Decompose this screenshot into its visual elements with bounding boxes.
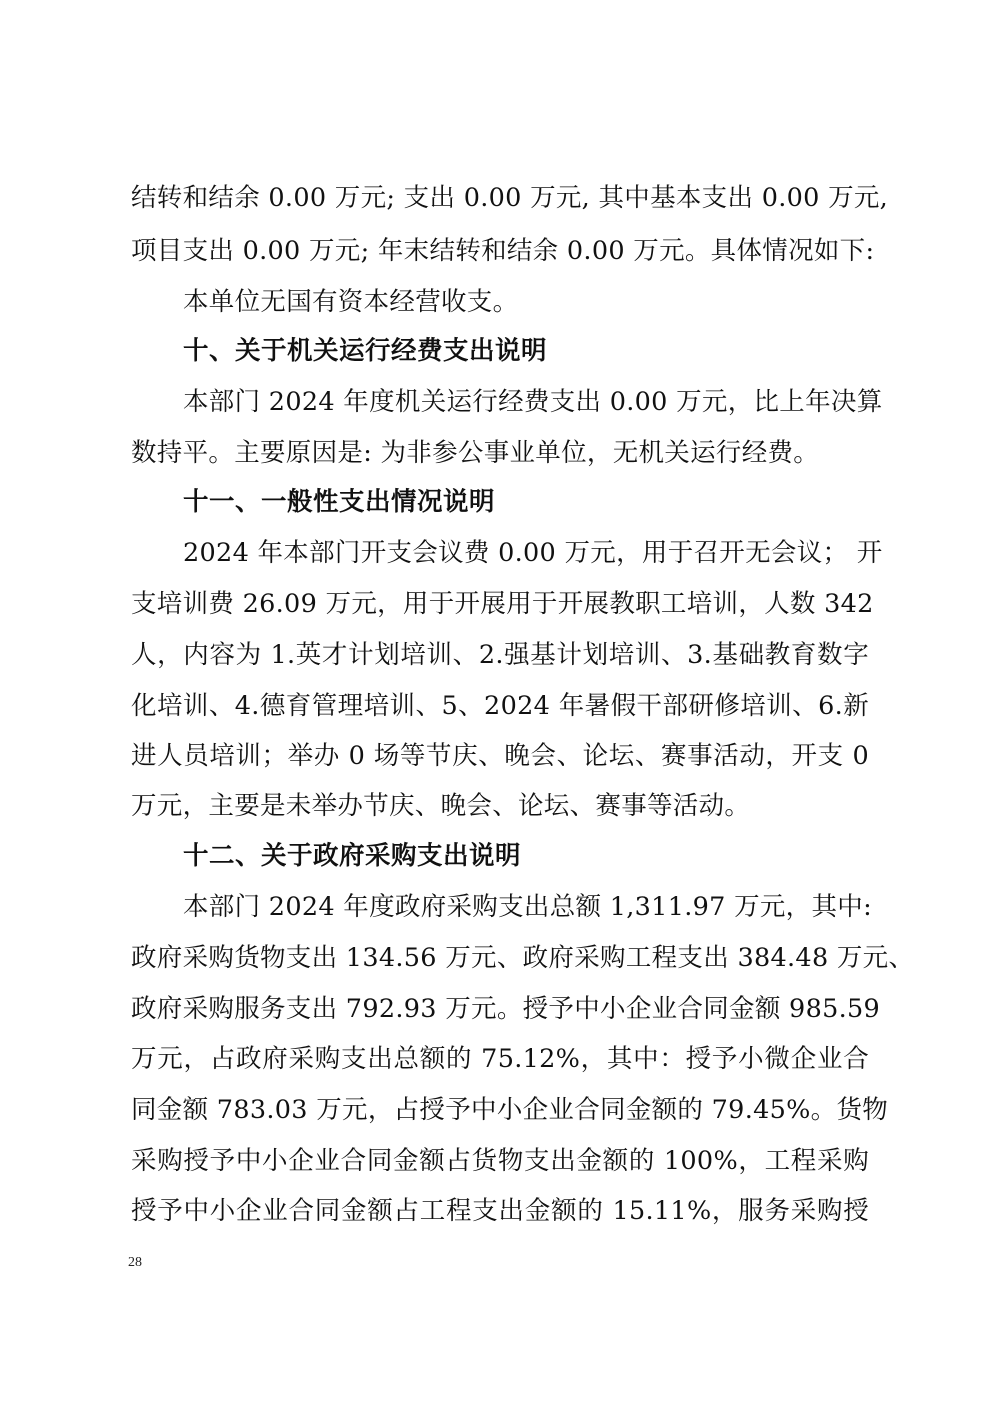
body-text-line: 采购授予中小企业合同金额占货物支出金额的 100%，工程采购 xyxy=(131,1146,869,1176)
section-heading-12: 十二、关于政府采购支出说明 xyxy=(183,841,522,871)
body-text-line: 化培训、4.德育管理培训、5、2024 年暑假干部研修培训、6.新 xyxy=(131,691,869,721)
body-text-line: 进人员培训；举办 0 场等节庆、晚会、论坛、赛事活动，开支 0 xyxy=(131,741,869,771)
body-text-line: 2024 年本部门开支会议费 0.00 万元，用于召开无会议； 开 xyxy=(183,538,883,568)
body-text-line: 政府采购服务支出 792.93 万元。授予中小企业合同金额 985.59 xyxy=(131,994,881,1024)
body-text-line: 万元，占政府采购支出总额的 75.12%，其中：授予小微企业合 xyxy=(131,1044,869,1074)
section-heading-11: 十一、一般性支出情况说明 xyxy=(183,487,496,517)
page-number: 28 xyxy=(128,1255,142,1270)
body-text-line: 万元，主要是未举办节庆、晚会、论坛、赛事等活动。 xyxy=(131,791,751,821)
body-text-line: 本部门 2024 年度政府采购支出总额 1,311.97 万元，其中: xyxy=(183,892,872,922)
body-text-line: 本部门 2024 年度机关运行经费支出 0.00 万元，比上年决算 xyxy=(183,387,883,417)
body-text-line: 项目支出 0.00 万元; 年末结转和结余 0.00 万元。具体情况如下: xyxy=(131,236,875,266)
body-text-line: 结转和结余 0.00 万元; 支出 0.00 万元, 其中基本支出 0.00 万元, xyxy=(131,183,889,213)
section-heading-10: 十、关于机关运行经费支出说明 xyxy=(183,336,548,366)
body-text-line: 授予中小企业合同金额占工程支出金额的 15.11%，服务采购授 xyxy=(131,1196,869,1226)
body-text-line: 数持平。主要原因是: 为非参公事业单位，无机关运行经费。 xyxy=(131,438,820,468)
body-text-line: 本单位无国有资本经营收支。 xyxy=(183,287,519,317)
body-text-line: 同金额 783.03 万元，占授予中小企业合同金额的 79.45%。货物 xyxy=(131,1095,889,1125)
body-text-line: 支培训费 26.09 万元，用于开展用于开展教职工培训，人数 342 xyxy=(131,589,874,619)
body-text-line: 人，内容为 1.英才计划培训、2.强基计划培训、3.基础教育数字 xyxy=(131,640,869,670)
body-text-line: 政府采购货物支出 134.56 万元、政府采购工程支出 384.48 万元、 xyxy=(131,943,915,973)
